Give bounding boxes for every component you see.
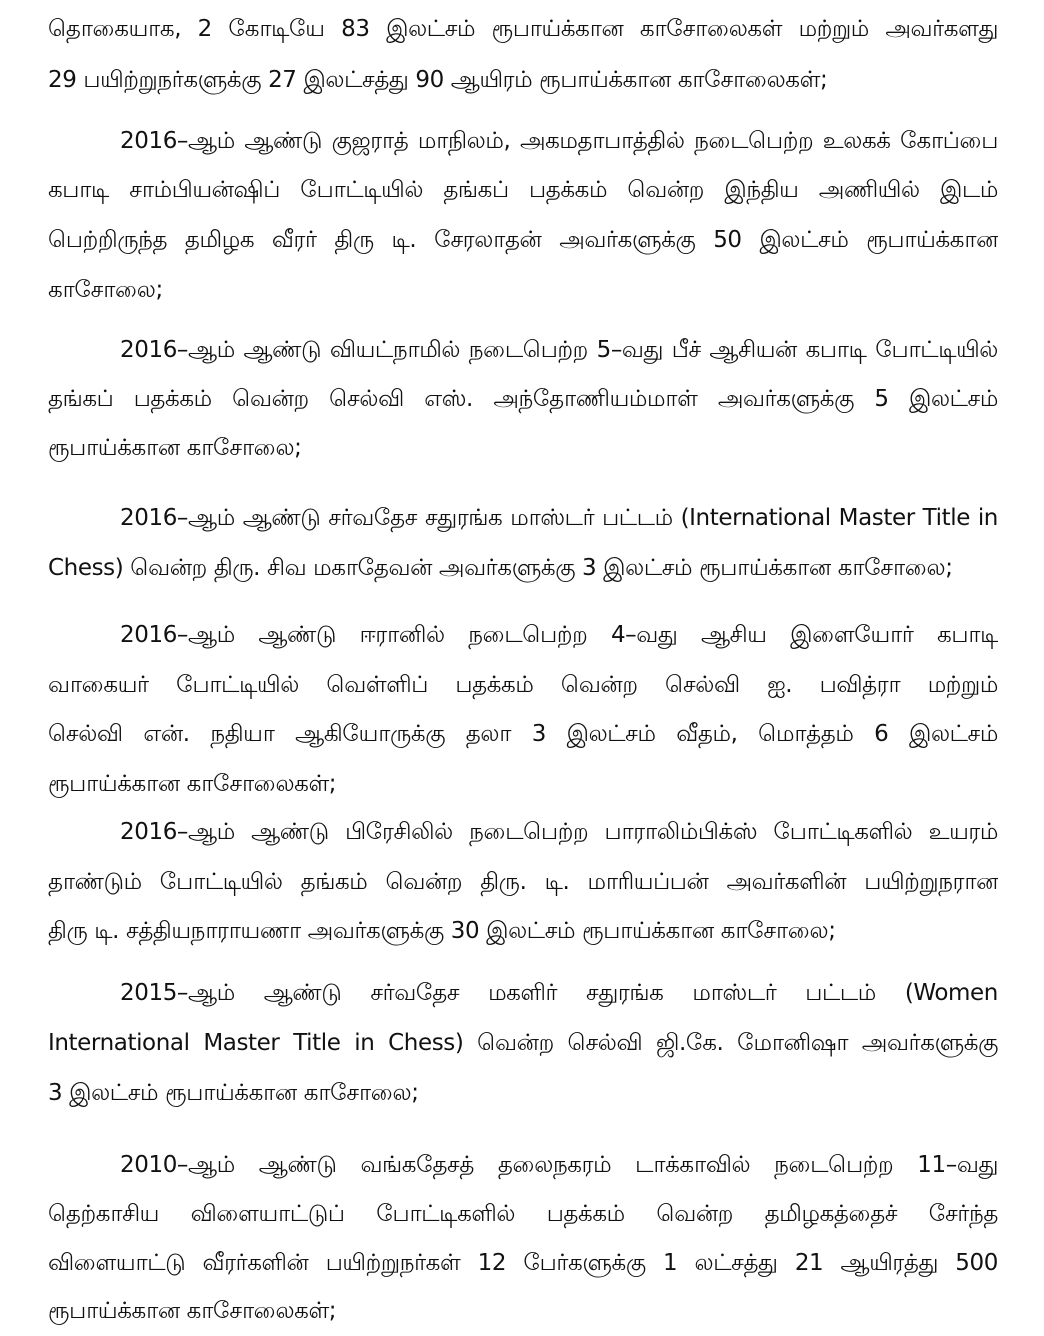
paragraph-line: வாகையர் போட்டியில் வெள்ளிப் பதக்கம் வென்ற செல்வி ஐ. பவித்ரா மற்றும் (48, 672, 998, 698)
paragraph-line: International Master Title in Chess) வென்ற செல்வி ஜி.கே. மோனிஷா அவர்களுக்கு (48, 1030, 998, 1056)
paragraph-line: 2016–ஆம் ஆண்டு குஜராத் மாநிலம், அகமதாபாத்தில் நடைபெற்ற உலகக் கோப்பை (120, 128, 998, 154)
paragraph-line: 3 இலட்சம் ரூபாய்க்கான காசோலை; (48, 1080, 419, 1106)
paragraph-line: 2016–ஆம் ஆண்டு ஈரானில் நடைபெற்ற 4–வது ஆசிய இளையோர் கபாடி (120, 622, 998, 648)
paragraph-line: பெற்றிருந்த தமிழக வீரர் திரு டி. சேரலாதன் அவர்களுக்கு 50 இலட்சம் ரூபாய்க்கான (48, 227, 998, 253)
paragraph-line: ரூபாய்க்கான காசோலை; (48, 435, 302, 461)
paragraph-line: 29 பயிற்றுநர்களுக்கு 27 இலட்சத்து 90 ஆயிரம் ரூபாய்க்கான காசோலைகள்; (48, 67, 828, 93)
paragraph-line: தெற்காசிய விளையாட்டுப் போட்டிகளில் பதக்கம் வென்ற தமிழகத்தைச் சேர்ந்த (48, 1201, 998, 1227)
paragraph-line: 2016–ஆம் ஆண்டு பிரேசிலில் நடைபெற்ற பாராலிம்பிக்ஸ் போட்டிகளில் உயரம் (120, 819, 998, 845)
paragraph-line: 2010–ஆம் ஆண்டு வங்கதேசத் தலைநகரம் டாக்காவில் நடைபெற்ற 11–வது (120, 1152, 998, 1178)
paragraph-line: 2016–ஆம் ஆண்டு வியட்நாமில் நடைபெற்ற 5–வது பீச் ஆசியன் கபாடி போட்டியில் (120, 337, 998, 363)
paragraph-line: தாண்டும் போட்டியில் தங்கம் வென்ற திரு. டி. மாரியப்பன் அவர்களின் பயிற்றுநரான (48, 869, 998, 895)
paragraph-line: 2016–ஆம் ஆண்டு சர்வதேச சதுரங்க மாஸ்டர் பட்டம் (International Master Title in (120, 505, 998, 531)
paragraph-line: விளையாட்டு வீரர்களின் பயிற்றுநர்கள் 12 பேர்களுக்கு 1 லட்சத்து 21 ஆயிரத்து 500 (48, 1250, 998, 1276)
paragraph-line: தொகையாக, 2 கோடியே 83 இலட்சம் ரூபாய்க்கான காசோலைகள் மற்றும் அவர்களது (48, 16, 998, 42)
paragraph-line: 2015–ஆம் ஆண்டு சர்வதேச மகளிர் சதுரங்க மாஸ்டர் பட்டம் (Women (120, 980, 998, 1006)
paragraph-line: செல்வி என். நதியா ஆகியோருக்கு தலா 3 இலட்சம் வீதம், மொத்தம் 6 இலட்சம் (48, 721, 998, 747)
paragraph-line: Chess) வென்ற திரு. சிவ மகாதேவன் அவர்களுக்கு 3 இலட்சம் ரூபாய்க்கான காசோலை; (48, 555, 953, 581)
paragraph-line: ரூபாய்க்கான காசோலைகள்; (48, 1298, 337, 1324)
paragraph-line: தங்கப் பதக்கம் வென்ற செல்வி எஸ். அந்தோணியம்மாள் அவர்களுக்கு 5 இலட்சம் (48, 386, 998, 412)
paragraph-line: கபாடி சாம்பியன்ஷிப் போட்டியில் தங்கப் பதக்கம் வென்ற இந்திய அணியில் இடம் (48, 177, 998, 203)
paragraph-line: காசோலை; (48, 277, 163, 303)
paragraph-line: திரு டி. சத்தியநாராயணா அவர்களுக்கு 30 இலட்சம் ரூபாய்க்கான காசோலை; (48, 918, 836, 944)
paragraph-line: ரூபாய்க்கான காசோலைகள்; (48, 771, 337, 797)
